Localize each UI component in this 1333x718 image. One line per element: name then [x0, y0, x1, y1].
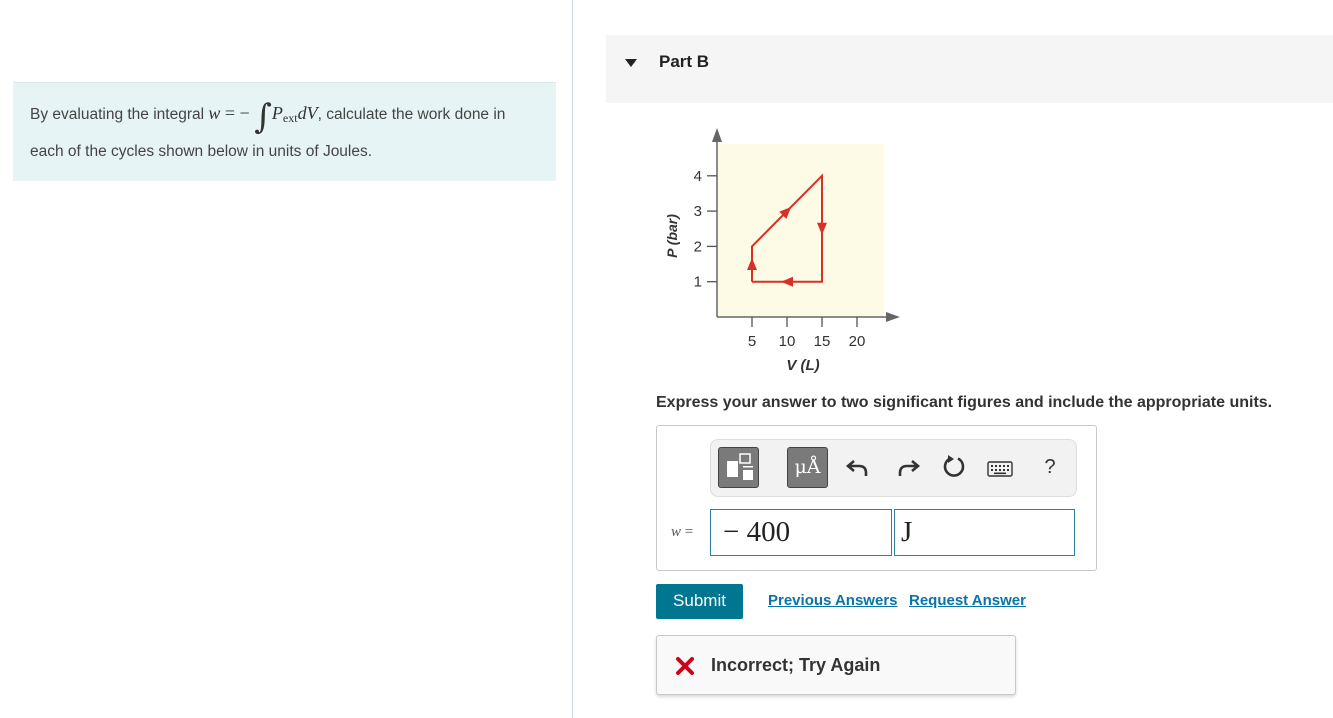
keyboard-icon[interactable] [987, 456, 1013, 482]
value-input[interactable]: − 400 [710, 509, 892, 556]
x-axis-arrowhead [886, 312, 900, 322]
x-tick-label: 5 [747, 333, 757, 350]
y-axis-label: P (bar) [664, 214, 680, 258]
templates-icon [719, 448, 758, 487]
formula-eq: = − [220, 103, 250, 123]
units-button[interactable]: μÅ [787, 447, 828, 488]
help-button[interactable]: ? [1044, 456, 1056, 478]
answer-instructions: Express your answer to two significant figures and include the appropriate units. [656, 394, 1273, 411]
x-tick-label: 15 [813, 333, 831, 350]
y-tick-label: 1 [693, 273, 702, 291]
x-icon [675, 656, 695, 676]
formula-w: w [208, 103, 221, 123]
formula-dV: dV [297, 103, 318, 123]
variable-symbol: w [671, 524, 682, 540]
part-title: Part B [659, 52, 710, 71]
request-answer-link[interactable]: Request Answer [909, 592, 1026, 609]
y-tick-label: 2 [693, 238, 702, 256]
plot-background [717, 144, 884, 317]
x-axis-label: V (L) [786, 357, 820, 374]
x-tick-label: 10 [778, 333, 796, 350]
redo-icon[interactable] [895, 454, 921, 480]
submit-button[interactable]: Submit [656, 584, 743, 619]
feedback-text: Incorrect; Try Again [711, 655, 881, 675]
column-divider [572, 0, 573, 718]
templates-button[interactable] [718, 447, 759, 488]
pv-diagram [655, 120, 915, 380]
x-tick-label: 20 [848, 333, 866, 350]
previous-answers-link[interactable]: Previous Answers [768, 592, 898, 609]
undo-icon[interactable] [845, 454, 871, 480]
variable-label [671, 524, 693, 541]
answer-area [656, 425, 1097, 571]
math-toolbar [710, 439, 1077, 497]
problem-intro [13, 82, 556, 181]
formula-sub: ext [282, 111, 298, 125]
formula-P: P [271, 103, 283, 123]
intro-text-after: , calculate the work done in each of the cycles shown below in units of Joules. [30, 106, 506, 160]
y-axis-arrowhead [712, 128, 722, 142]
feedback-box [656, 635, 1016, 695]
integral-formula [208, 97, 318, 137]
integral-sign: ∫ [254, 97, 272, 137]
y-tick-label: 3 [693, 203, 702, 221]
variable-equals: = [681, 524, 694, 540]
part-b-header[interactable] [606, 35, 1333, 103]
units-input[interactable]: J [894, 509, 1075, 556]
intro-text-before: By evaluating the integral [30, 106, 209, 123]
reset-icon[interactable] [941, 454, 967, 480]
triangle-down-icon[interactable] [624, 56, 638, 70]
y-tick-label: 4 [693, 167, 702, 185]
